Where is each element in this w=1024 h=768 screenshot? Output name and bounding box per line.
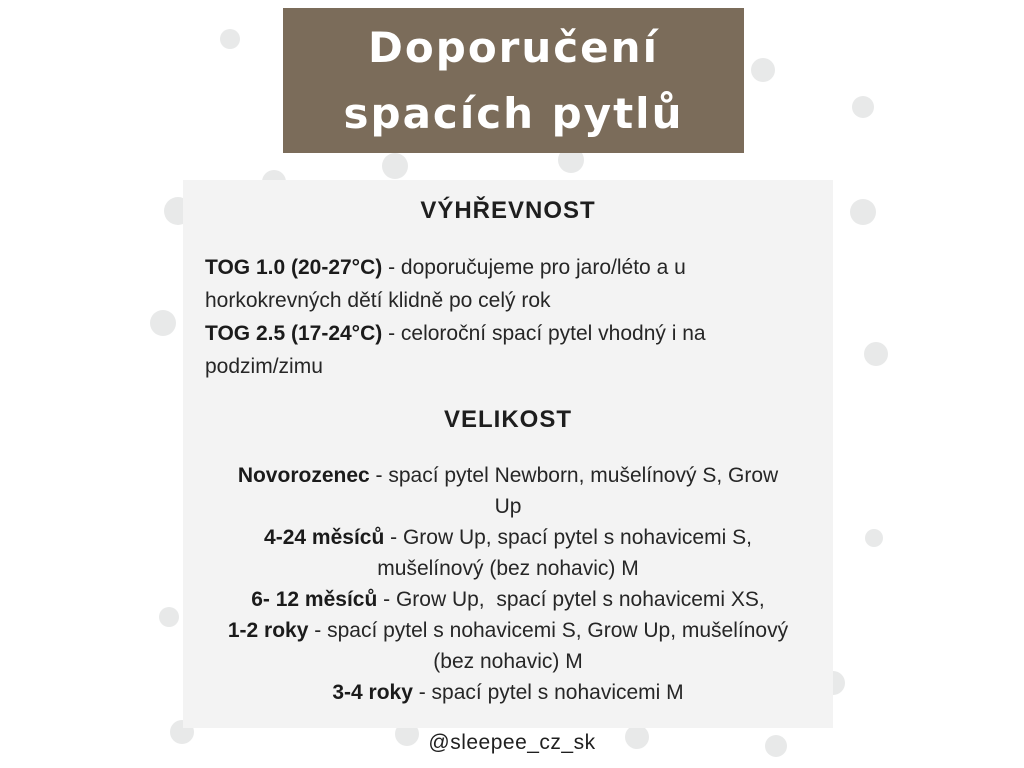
text-line-lead: Novorozenec — [237, 464, 370, 487]
section-heading-warmth: VÝHŘEVNOST — [420, 197, 596, 224]
title-line-1: Doporučení — [368, 22, 659, 72]
text-line — [193, 677, 823, 708]
text-line-rest: - spací pytel s nohavicemi S, Grow Up, mušelínový — [308, 619, 789, 642]
instagram-handle: @sleepee_cz_sk — [428, 731, 596, 754]
decor-dot — [751, 58, 775, 82]
info-card — [183, 180, 833, 728]
decor-dot — [220, 29, 240, 49]
text-line — [193, 522, 823, 553]
text-line-lead: 4-24 měsíců — [264, 526, 385, 549]
text-line-rest: - celoroční spací pytel vhodný i na — [382, 322, 706, 345]
section-heading-size: VELIKOST — [443, 406, 572, 433]
decor-dot — [865, 529, 883, 547]
size-text-block — [183, 460, 833, 708]
text-line — [193, 584, 823, 615]
text-line-rest: - spací pytel Newborn, mušelínový S, Grow — [369, 464, 779, 487]
text-line — [205, 284, 811, 317]
decor-dot — [852, 96, 874, 118]
title-banner — [283, 8, 744, 153]
text-line-rest: mušelínový (bez nohavic) M — [377, 557, 639, 580]
decor-dot — [864, 342, 888, 366]
text-line — [205, 350, 811, 383]
text-line-rest: - Grow Up, spací pytel s nohavicemi XS, — [377, 588, 765, 611]
text-line-lead: 1-2 roky — [227, 619, 309, 642]
warmth-text-block — [183, 251, 833, 383]
text-line-rest: - doporučujeme pro jaro/léto a u — [382, 256, 686, 279]
text-line — [205, 251, 811, 284]
text-line-rest: - Grow Up, spací pytel s nohavicemi S, — [384, 526, 752, 549]
text-line — [193, 553, 823, 584]
text-line-lead: TOG 1.0 (20-27°C) — [205, 256, 383, 279]
text-line — [193, 615, 823, 646]
text-line-lead: 3-4 roky — [332, 681, 413, 704]
decor-dot — [159, 607, 179, 627]
text-line-rest: (bez nohavic) M — [433, 650, 583, 673]
decor-dot — [150, 310, 176, 336]
text-line — [205, 317, 811, 350]
title-line-2: spacích pytlů — [343, 88, 684, 138]
text-line — [193, 491, 823, 522]
text-line-rest: horkokrevných dětí klidně po celý rok — [205, 289, 551, 312]
text-line — [193, 460, 823, 491]
text-line-lead: 6- 12 měsíců — [251, 588, 378, 611]
decor-dot — [382, 153, 408, 179]
decor-dot — [850, 199, 876, 225]
text-line-rest: Up — [494, 495, 522, 518]
text-line-rest: podzim/zimu — [205, 355, 323, 378]
text-line — [193, 646, 823, 677]
text-line-rest: - spací pytel s nohavicemi M — [412, 681, 684, 704]
text-line-lead: TOG 2.5 (17-24°C) — [205, 322, 383, 345]
